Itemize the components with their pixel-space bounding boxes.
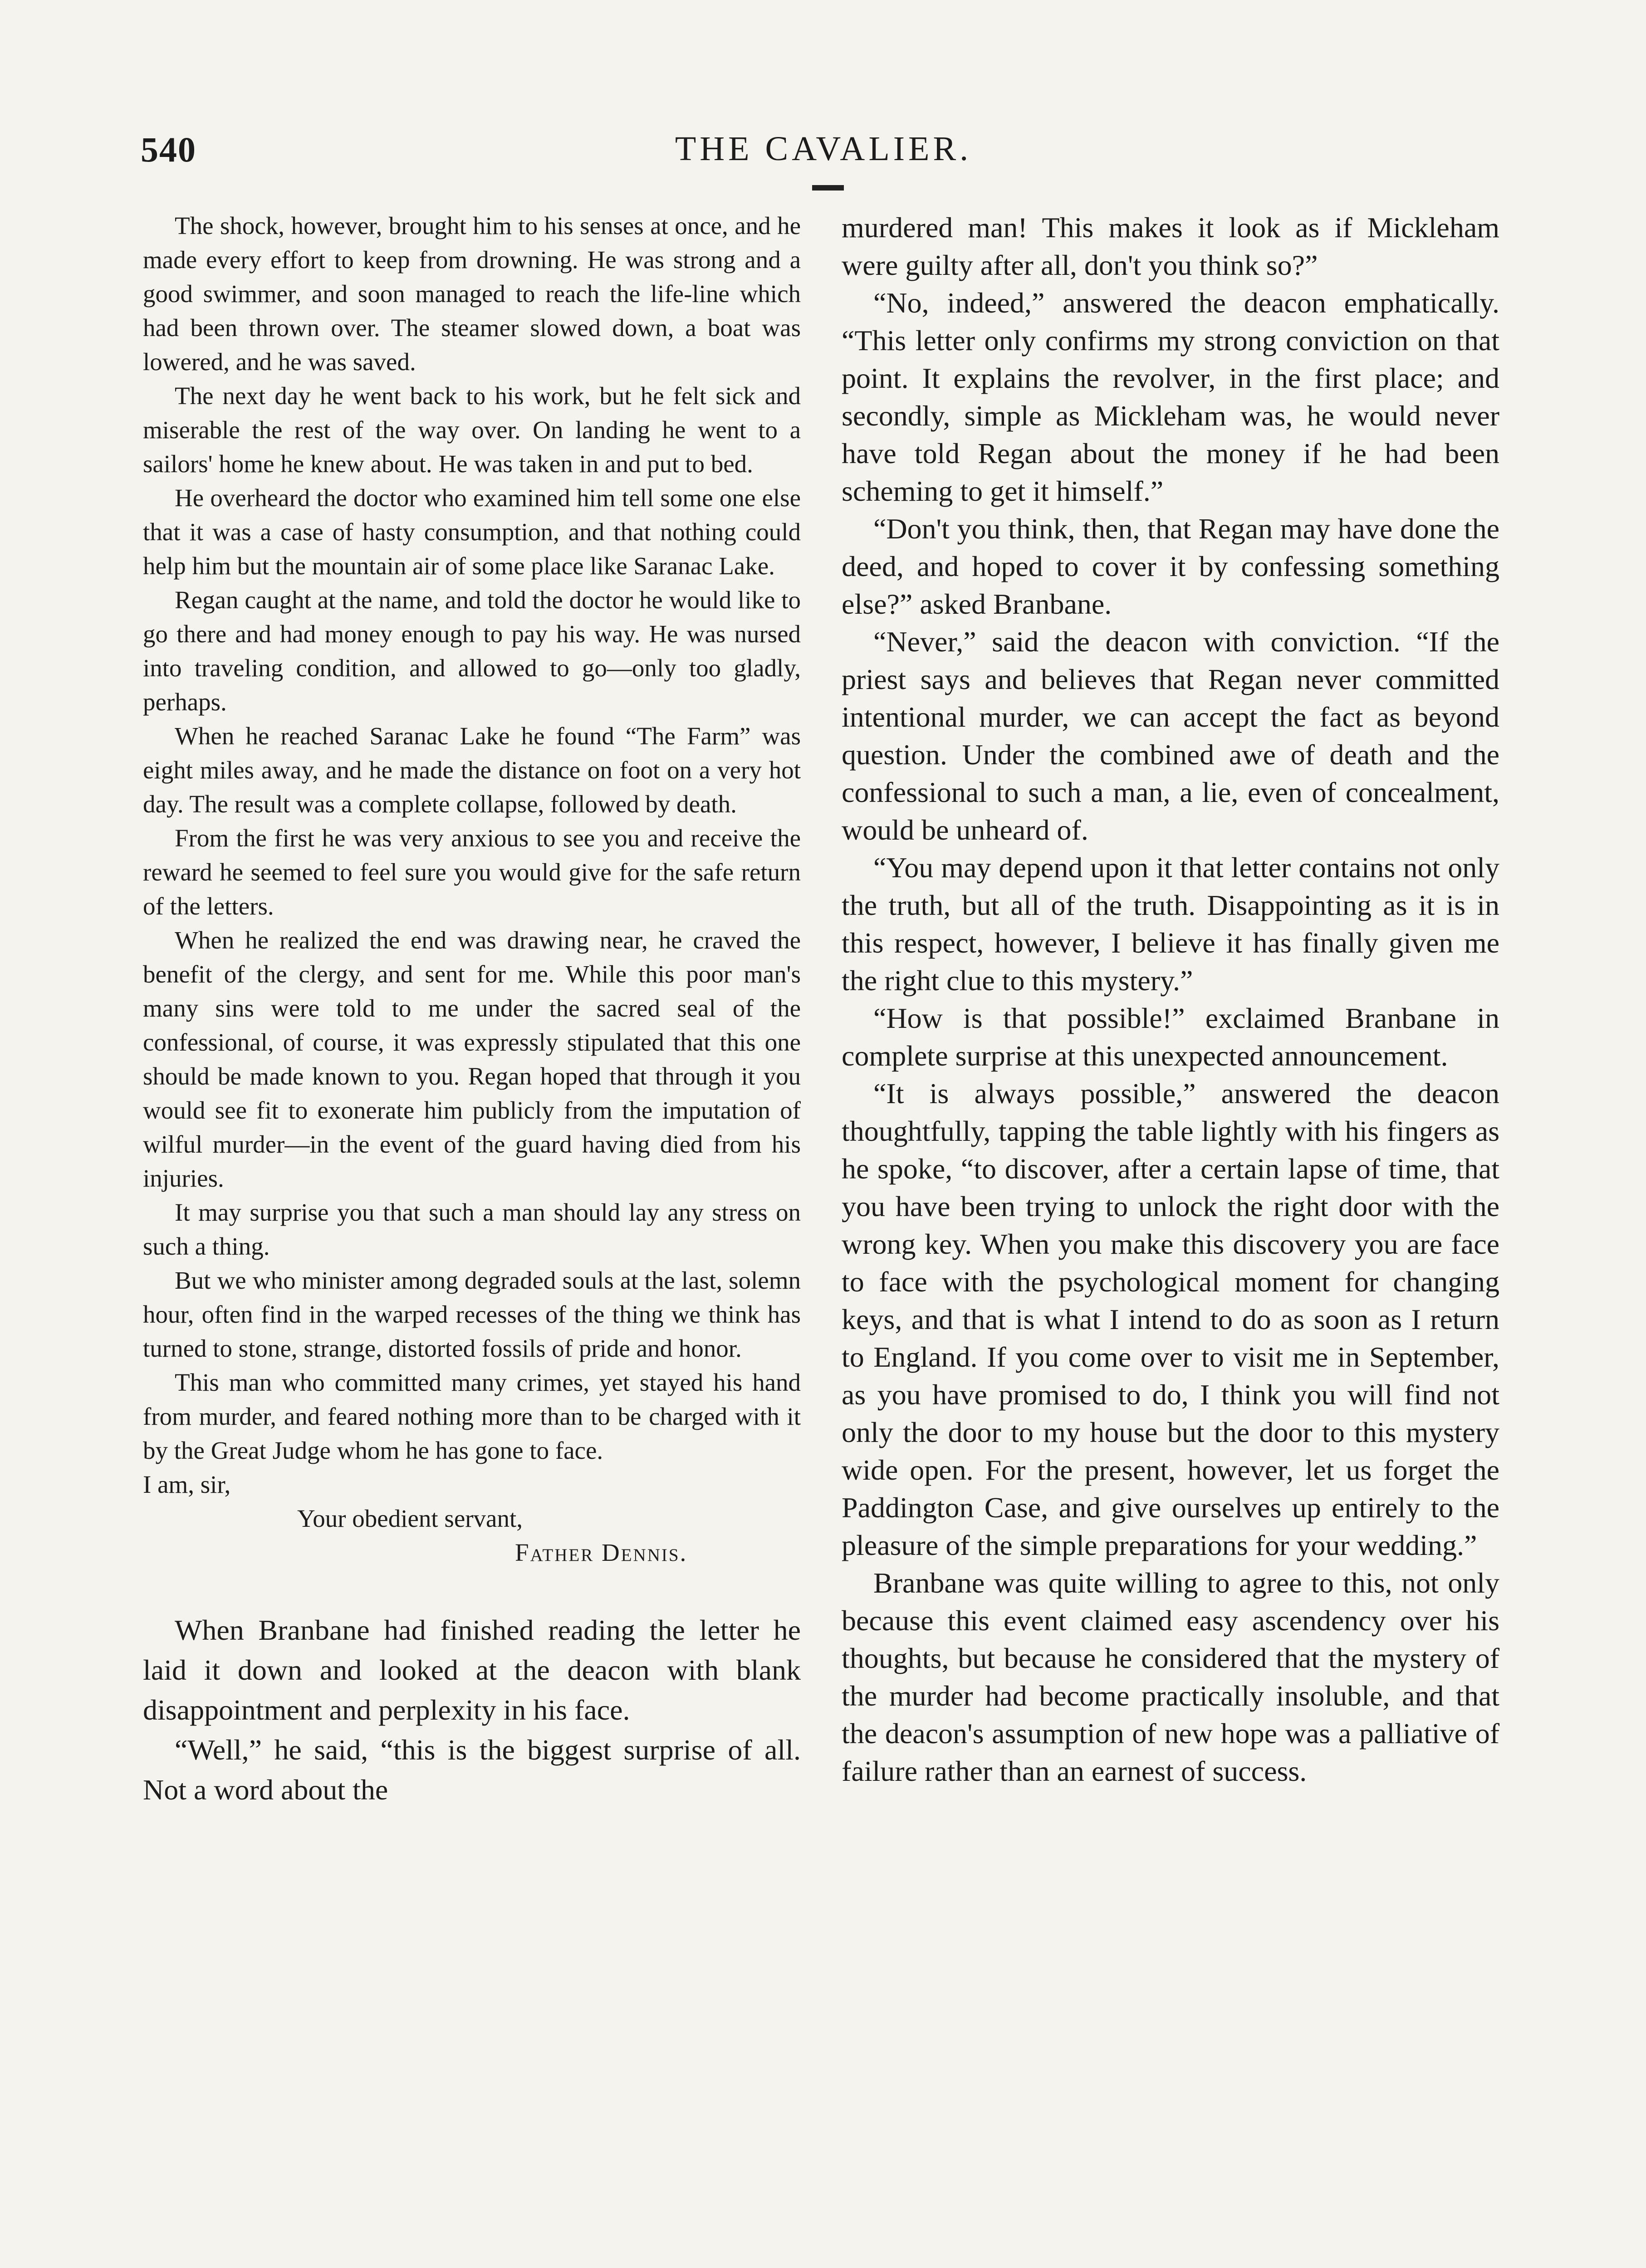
paragraph: He overheard the doctor who examined him tell some one else that it was a case of hasty consumption, and that nothing could help him but the mountain air of some place like Saranac Lake. <box>143 484 801 580</box>
paragraph: Regan caught at the name, and told the doctor he would like to go there and had money enough to pay his way. He was nursed into traveling condition, and allowed to go—only too gladly, perhaps. <box>143 586 801 716</box>
paragraph: But we who minister among degraded souls at the last, solemn hour, often find in the warped recesses of the thing we think has turned to stone, strange, distorted fossils of pride and honor. <box>143 1266 801 1362</box>
paragraph: When he realized the end was drawing near, he craved the benefit of the clergy, and sent for me. While this poor man's many sins were told to me under the sacred seal of the confessional, of course, it was expressly stipulated that this one should be made known to you. Regan hoped that through it you would see fit to exonerate him publicly from the imputation of wilful murder—in the event of the guard having died from his injuries. <box>143 926 801 1192</box>
paragraph: When Branbane had finished reading the letter he laid it down and looked at the deacon with blank disappointment and perplexity in his face. <box>143 1614 801 1726</box>
letter-text <box>143 209 801 1569</box>
letter-closing: I am, sir, <box>143 1471 231 1498</box>
right-column <box>842 209 1499 1790</box>
paragraph: The shock, however, brought him to his senses at once, and he made every effort to keep from drowning. He was strong and a good swimmer, and soon managed to reach the life-line which had been thrown over. The steamer slowed down, a boat was lowered, and he was saved. <box>143 212 801 376</box>
paragraph: “No, indeed,” answered the deacon emphatically. “This letter only confirms my strong conviction on that point. It explains the revolver, in the first place; and secondly, simple as Mickleham was, he would never have told Regan about the money if he had been scheming to get it himself.” <box>842 287 1499 507</box>
running-head: THE CAVALIER. <box>675 130 972 168</box>
letter-valediction: Your obedient servant, <box>297 1505 523 1532</box>
paragraph: It may surprise you that such a man should lay any stress on such a thing. <box>143 1198 801 1260</box>
paragraph: The next day he went back to his work, but he felt sick and miserable the rest of the way over. On landing he went to a sailors' home he knew about. He was taken in and put to bed. <box>143 382 801 478</box>
paragraph: Branbane was quite willing to agree to this, not only because this event claimed easy ascendency over his thoughts, but because he considered that the mystery of the murder had become practically insoluble, and that the deacon's assumption of new hope was a palliative of failure rather than an earnest of success. <box>842 1567 1499 1787</box>
left-column <box>143 209 801 1810</box>
paragraph: From the first he was very anxious to see you and receive the reward he seemed to feel sure you would give for the safe return of the letters. <box>143 824 801 920</box>
page-number: 540 <box>141 130 196 169</box>
page-header <box>141 129 1506 184</box>
letter-signature: Father Dennis. <box>515 1539 688 1566</box>
narrative-text <box>143 1610 801 1810</box>
paragraph: “It is always possible,” answered the deacon thoughtfully, tapping the table lightly with his fingers as he spoke, “to discover, after a certain lapse of time, that you have been trying to unlock the right door with the wrong key. When you make this discovery you are face to face with the psychological moment for changing keys, and that is what I intend to do as soon as I return to England. If you come over to visit me in September, as you have promised to do, I think you will find not only the door to my house but the door to this mystery wide open. For the present, however, let us forget the Paddington Case, and give ourselves up entirely to the pleasure of the simple preparations for your wedding.” <box>842 1077 1499 1561</box>
paragraph: “You may depend upon it that letter contains not only the truth, but all of the truth. Disappointing as it is in this respect, however, I believe it has finally given me the right clue to this mystery.” <box>842 851 1499 997</box>
paragraph: “How is that possible!” exclaimed Branbane in complete surprise at this unexpected announcement. <box>842 1002 1499 1072</box>
header-rule <box>812 185 844 191</box>
paragraph-continuation: murdered man! This makes it look as if Mickleham were guilty after all, don't you think so?” <box>842 211 1499 281</box>
paragraph: “Never,” said the deacon with conviction. “If the priest says and believes that Regan never committed intentional murder, we can accept the fact as beyond question. Under the combined awe of death and the confessional to such a man, a lie, even of concealment, would be unheard of. <box>842 626 1499 846</box>
paragraph: “Well,” he said, “this is the biggest surprise of all. Not a word about the <box>143 1734 801 1806</box>
paragraph: “Don't you think, then, that Regan may have done the deed, and hoped to cover it by confessing something else?” asked Branbane. <box>842 513 1499 620</box>
paragraph: When he reached Saranac Lake he found “The Farm” was eight miles away, and he made the distance on foot on a very hot day. The result was a complete collapse, followed by death. <box>143 722 801 818</box>
paragraph: This man who committed many crimes, yet stayed his hand from murder, and feared nothing more than to be charged with it by the Great Judge whom he has gone to face. <box>143 1369 801 1464</box>
